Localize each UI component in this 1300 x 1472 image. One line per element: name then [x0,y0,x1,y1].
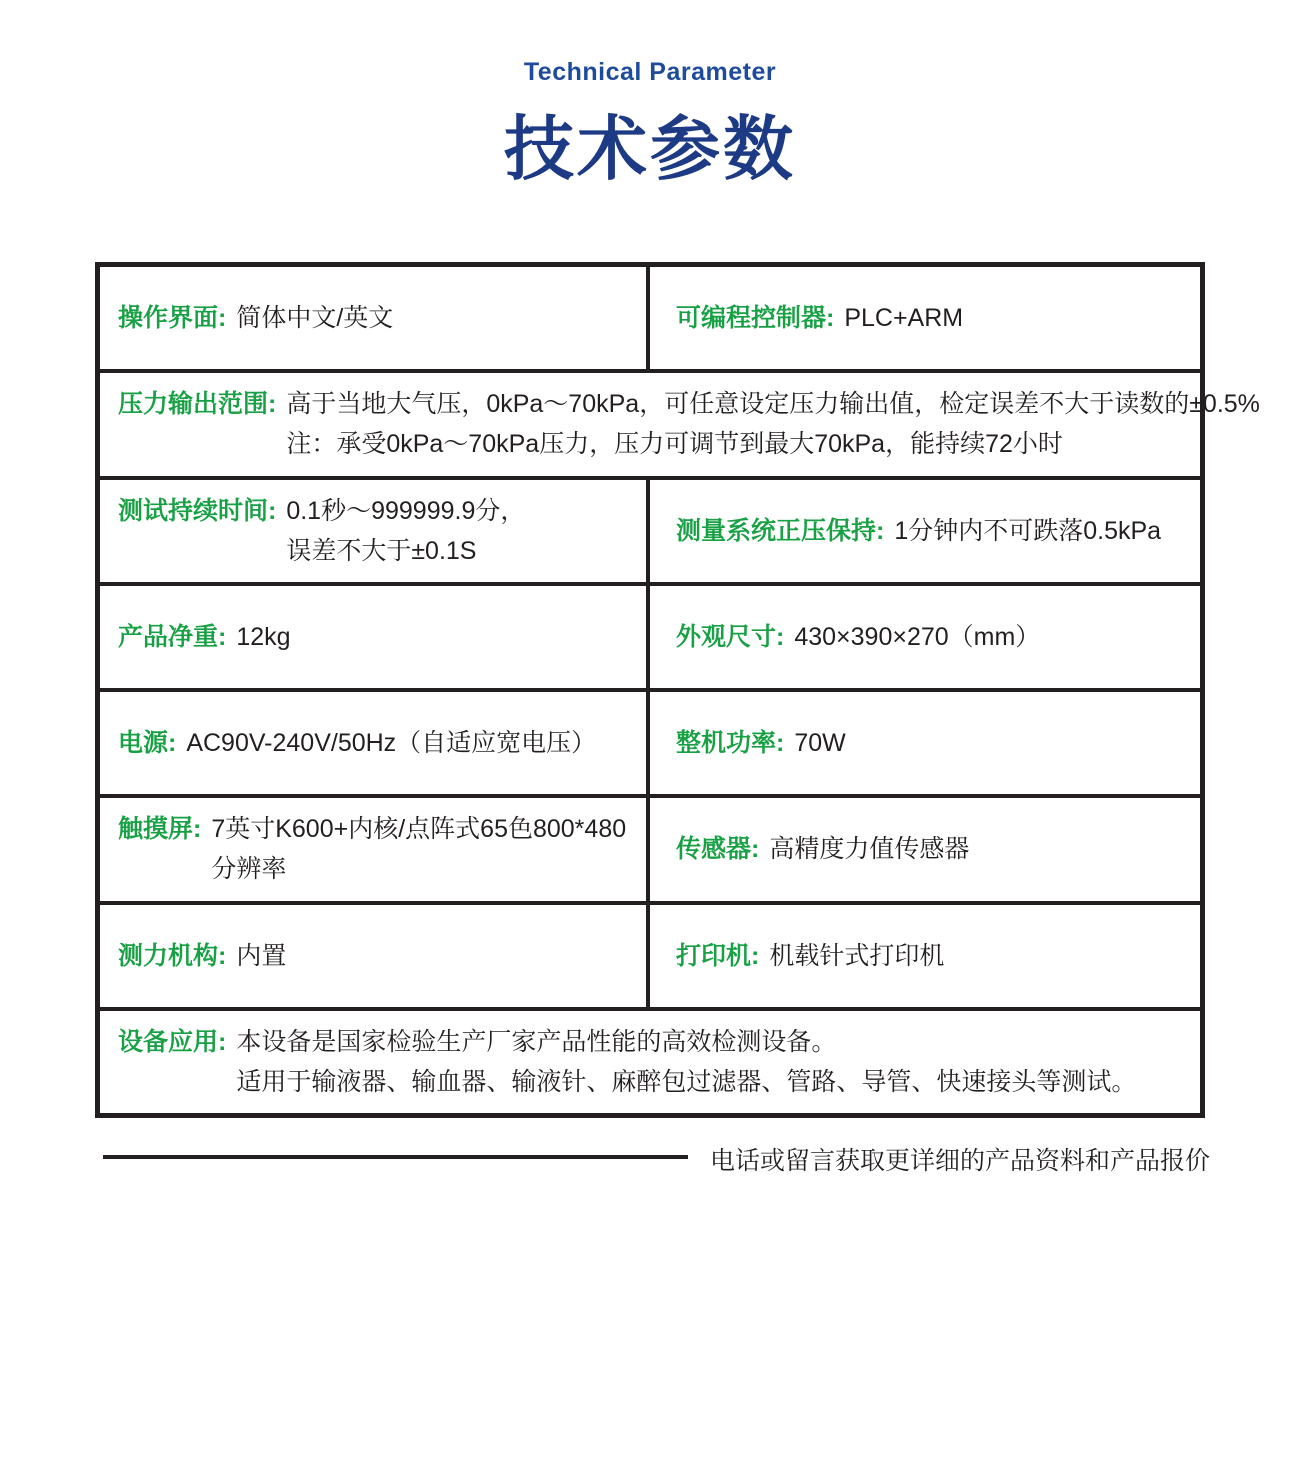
param-pair [118,809,646,889]
cell-plc-controller [650,267,1200,369]
param-label: 打印机: [676,941,760,970]
param-value: 7英寸K600+内核/点阵式65色800*480分辨率 [211,815,627,884]
param-value: 内置 [236,941,287,970]
param-pair [118,491,525,571]
page-header [0,58,1300,194]
divider-line [103,1155,688,1159]
param-value: PLC+ARM [844,304,964,333]
param-value [236,1022,1136,1102]
param-pair [118,723,596,763]
cell-dimensions [650,586,1200,688]
footer-note: 电话或留言获取更详细的产品资料和产品报价 [709,1147,1210,1175]
param-value: 简体中文/英文 [236,304,394,333]
param-label: 测试持续时间: [118,496,277,525]
title-english: Technical Parameter [523,58,777,86]
param-label: 产品净重: [118,622,227,651]
param-pair [118,617,291,657]
param-value: 430×390×270（mm） [794,622,1041,651]
table-row [100,582,1200,688]
table-row [100,369,1260,475]
cell-device-application [100,1011,1200,1113]
table-row [100,794,1200,900]
cell-power-supply [100,692,650,794]
cell-test-duration [100,480,650,582]
param-pair [118,936,286,976]
param-pair [676,298,963,338]
param-value-line: 适用于输液器、输血器、输液针、麻醉包过滤器、管路、导管、快速接头等测试。 [236,1067,1137,1096]
param-value-line: 本设备是国家检验生产厂家产品性能的高效检测设备。 [236,1027,837,1056]
param-label: 可编程控制器: [676,304,835,333]
param-label: 传感器: [676,835,760,864]
param-value: 高精度力值传感器 [769,835,970,864]
param-value: 机载针式打印机 [769,941,945,970]
param-pair [676,936,944,976]
param-label: 触摸屏: [118,815,202,844]
cell-net-weight [100,586,650,688]
param-value: 1分钟内不可跌落0.5kPa [894,516,1162,545]
param-pair [676,617,1040,657]
cell-printer [650,905,1200,1007]
param-value: 12kg [236,622,291,651]
table-row [100,267,1200,369]
cell-sensor [650,798,1200,900]
param-label: 测力机构: [118,941,227,970]
param-label: 电源: [118,729,177,758]
cell-touch-screen [100,798,650,900]
param-pair [676,511,1161,551]
param-label: 设备应用: [118,1027,227,1056]
cell-force-mechanism [100,905,650,1007]
param-value-line: 高于当地大气压，0kPa～70kPa，可任意设定压力输出值，检定误差不大于读数的±0.5% [286,390,1260,419]
param-value-line: 误差不大于±0.1S [286,536,477,565]
param-value-line: 注：承受0kPa～70kPa压力，压力可调节到最大70kPa，能持续72小时 [286,430,1063,459]
param-pair [118,298,393,338]
spec-table [95,262,1260,1118]
param-value [286,384,1260,464]
cell-total-power [650,692,1200,794]
param-label: 压力输出范围: [118,390,277,419]
param-label: 操作界面: [118,304,227,333]
param-value: AC90V-240V/50Hz（自适应宽电压） [186,729,597,758]
cell-operation-interface [100,267,650,369]
param-value: 70W [794,729,846,758]
param-label: 外观尺寸: [676,622,785,651]
param-pair [118,384,1260,464]
param-pair [676,829,969,869]
param-value [286,491,525,571]
param-label: 整机功率: [676,729,785,758]
cell-positive-pressure-hold [650,480,1200,582]
table-row [100,901,1200,1007]
table-row [100,476,1200,582]
param-label: 测量系统正压保持: [676,516,885,545]
page-title: 技术参数 [504,110,796,188]
param-pair [118,1022,1136,1102]
table-row [100,688,1200,794]
param-value-line: 0.1秒～999999.9分， [286,496,526,525]
param-pair [676,723,846,763]
cell-pressure-output-range [100,373,1260,475]
table-row [100,1007,1200,1113]
